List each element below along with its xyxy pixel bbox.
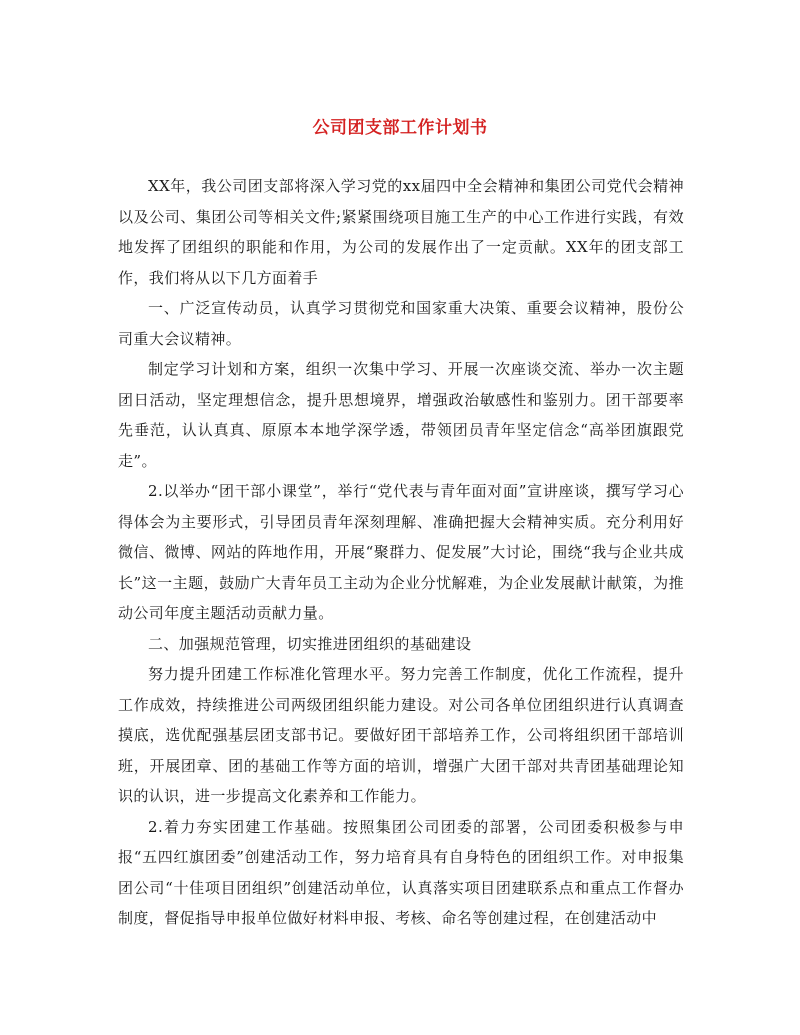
paragraph-study-plan: 制定学习计划和方案，组织一次集中学习、开展一次座谈交流、举办一次主题团日活动，坚定理想信念，提升思想境界，增强政治敏感性和鉴别力。团干部要率先垂范，认认真真、原原本本地学深学透，带领团员青年坚定信念“高举团旗跟党走”。 xyxy=(118,360,684,470)
paragraph-item-2-foundation: 2.着力夯实团建工作基础。按照集团公司团委的部署，公司团委积极参与申报“五四红旗团委”创建活动工作，努力培育具有自身特色的团组织工作。对申报集团公司“十佳项目团组织”创建活动单位，认真落实项目团建联系点和重点工作督办制度，督促指导申报单位做好材料申报、考核、命名等创建过程，在创建活动中 xyxy=(118,817,684,927)
paragraph-standardization: 努力提升团建工作标准化管理水平。努力完善工作制度，优化工作流程，提升工作成效，持续推进公司两级团组织能力建设。对公司各单位团组织进行认真调查摸底，选优配强基层团支部书记。要做好团干部培养工作，公司将组织团干部培训班，开展团章、团的基础工作等方面的培训，增强广大团干部对共青团基础理论知识的认识，进一步提高文化素养和工作能力。 xyxy=(118,665,684,805)
document-title: 公司团支部工作计划书 xyxy=(312,118,488,138)
paragraph-section-two-heading: 二、加强规范管理，切实推进团组织的基础建设 xyxy=(148,634,472,653)
paragraph-intro: XX年，我公司团支部将深入学习党的xx届四中全会精神和集团公司党代会精神以及公司、集团公司等相关文件;紧紧围绕项目施工生产的中心工作进行实践，有效地发挥了团组织的职能和作用，为公司的发展作出了一定贡献。XX年的团支部工作，我们将从以下几方面着手 xyxy=(118,177,684,287)
paragraph-item-2-lecture: 2.以举办“团干部小课堂”，举行“党代表与青年面对面”宣讲座谈，撰写学习心得体会为主要形式，引导团员青年深刻理解、准确把握大会精神实质。充分利用好微信、微博、网站的阵地作用，开展“聚群力、促发展”大讨论，围绕“我与企业共成长”这一主题，鼓励广大青年员工主动为企业分忧解难，为企业发展献计献策，为推动公司年度主题活动贡献力量。 xyxy=(118,482,684,622)
document-body xyxy=(118,171,684,934)
paragraph-section-one-heading: 一、广泛宣传动员，认真学习贯彻党和国家重大决策、重要会议精神，股份公司重大会议精神。 xyxy=(118,299,684,348)
